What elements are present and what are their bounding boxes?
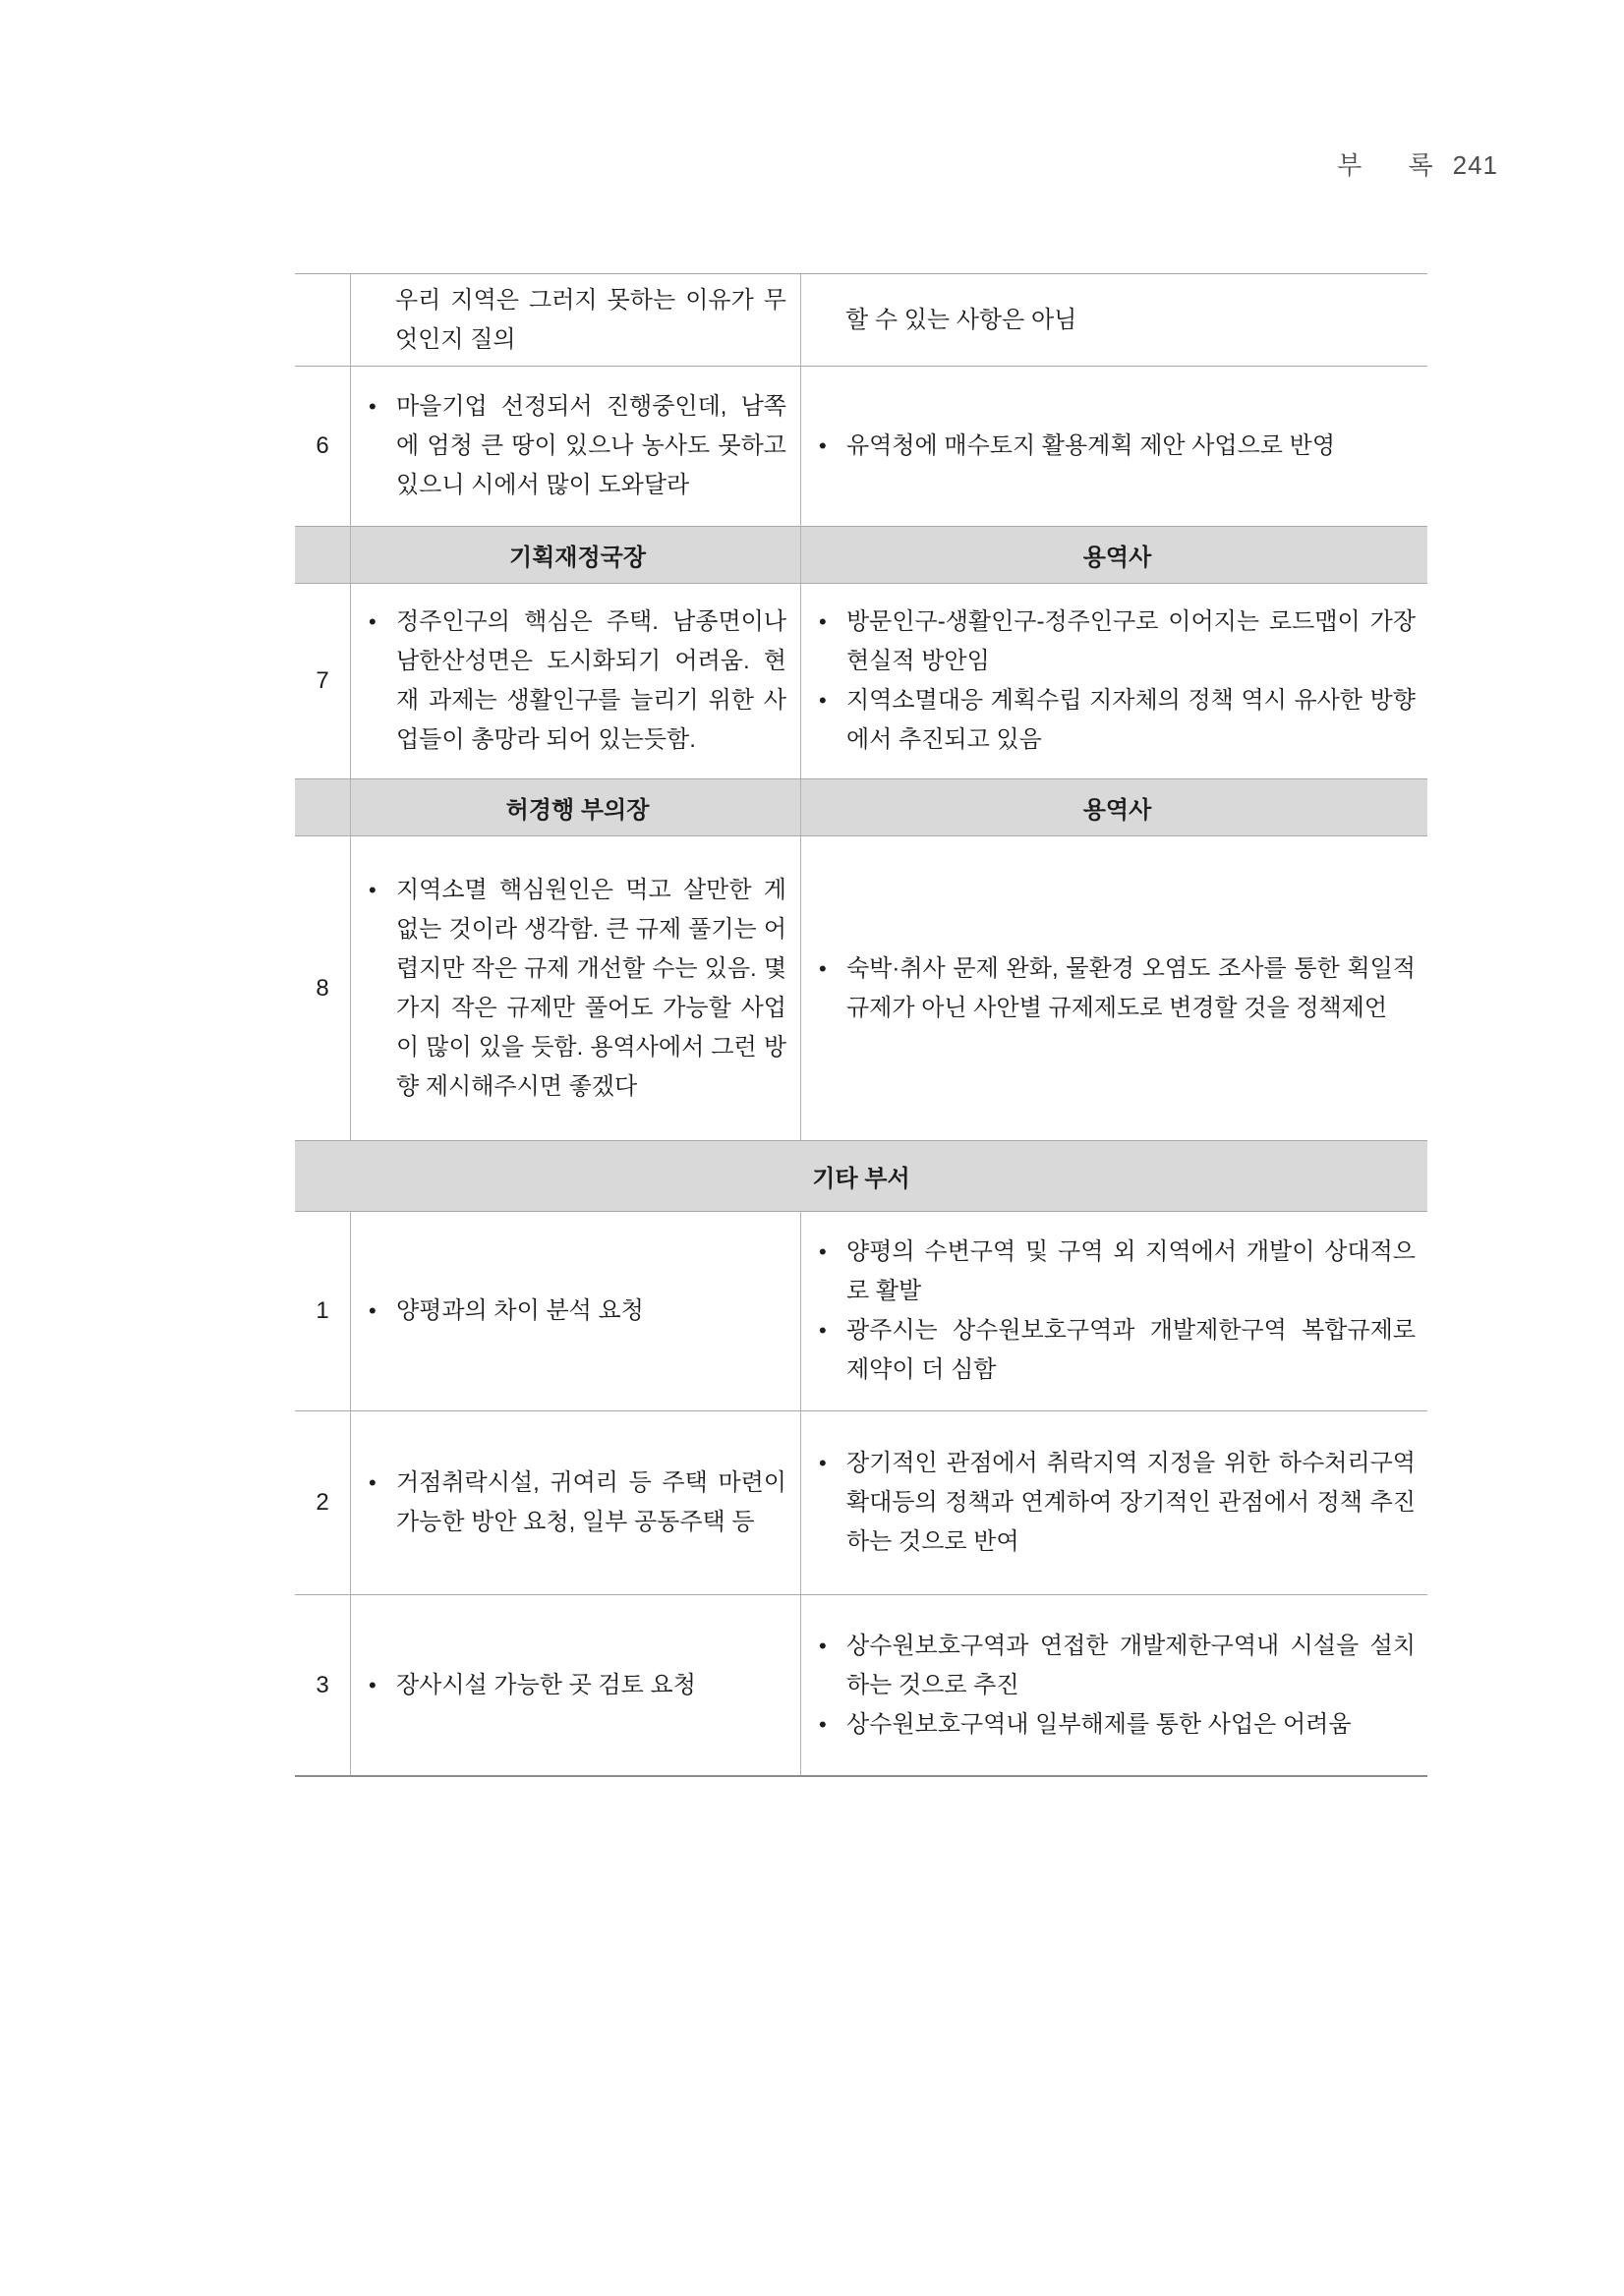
bullet-icon: • xyxy=(369,1672,377,1697)
table-row xyxy=(295,836,1427,1141)
response-cell xyxy=(801,1411,1427,1594)
page-number: 241 xyxy=(1452,150,1498,180)
bullet-icon: • xyxy=(819,1239,827,1264)
opinion-cell xyxy=(351,367,801,526)
header-merged-cell xyxy=(295,1141,1427,1211)
cell-text: 유역청에 매수토지 활용계획 제안 사업으로 반영 xyxy=(846,432,1336,459)
header-speaker-cell xyxy=(351,527,801,583)
cell-text: 장기적인 관점에서 취락지역 지정을 위한 하수처리구역 확대등의 정책과 연계하여 장기적인 관점에서 정책 추진하는 것으로 반여 xyxy=(846,1450,1416,1555)
response-cell xyxy=(801,367,1427,526)
cell-text: 거점취락시설, 귀여리 등 주택 마련이 가능한 방안 요청, 일부 공동주택 등 xyxy=(396,1469,786,1535)
cell-text: 양평과의 차이 분석 요청 xyxy=(396,1297,644,1324)
running-head xyxy=(1337,145,1498,182)
cell-text: 광주시는 상수원보호구역과 개발제한구역 복합규제로 제약이 더 심함 xyxy=(846,1317,1416,1383)
bullet-icon: • xyxy=(819,1318,827,1343)
row-number: 1 xyxy=(295,1212,351,1410)
cell-text: 할 수 있는 사항은 아님 xyxy=(845,306,1077,333)
running-head-section: 부 록 xyxy=(1337,150,1453,180)
bullet-icon: • xyxy=(819,1633,827,1658)
row-number: 2 xyxy=(295,1411,351,1594)
cell-text: 양평의 수변구역 및 구역 외 지역에서 개발이 상대적으로 활발 xyxy=(846,1238,1416,1304)
header-responder-cell xyxy=(801,779,1427,835)
response-cell xyxy=(801,274,1427,366)
header-number-cell xyxy=(295,527,351,583)
section-header-row xyxy=(295,779,1427,836)
table-row xyxy=(295,274,1427,367)
bullet-icon: • xyxy=(819,609,827,634)
cell-text: 숙박·취사 문제 완화, 물환경 오염도 조사를 통한 획일적 규제가 아닌 사안별 규제제도로 변경할 것을 정책제언 xyxy=(846,954,1416,1021)
header-label: 기획재정국장 xyxy=(508,545,647,571)
header-label: 기타 부서 xyxy=(812,1166,910,1192)
cell-text: 지역소멸대응 계획수립 지자체의 정책 역시 유사한 방향에서 추진되고 있음 xyxy=(846,687,1416,753)
response-cell xyxy=(801,1595,1427,1775)
row-number: 6 xyxy=(295,367,351,526)
section-header-row xyxy=(295,1141,1427,1212)
bullet-icon: • xyxy=(819,1451,827,1475)
bullet-icon: • xyxy=(819,1711,827,1737)
cell-text: 장사시설 가능한 곳 검토 요청 xyxy=(396,1671,696,1698)
bullet-icon: • xyxy=(369,877,377,902)
bullet-icon: • xyxy=(369,609,377,634)
meeting-minutes-table xyxy=(295,273,1427,1777)
bullet-icon: • xyxy=(819,433,827,458)
table-row xyxy=(295,584,1427,779)
header-responder-cell xyxy=(801,527,1427,583)
header-label: 허경행 부의장 xyxy=(505,797,650,824)
response-cell xyxy=(801,584,1427,778)
bullet-icon: • xyxy=(369,1470,377,1495)
row-number: 7 xyxy=(295,584,351,778)
header-label: 용역사 xyxy=(1082,797,1152,824)
row-number: 3 xyxy=(295,1595,351,1775)
header-number-cell xyxy=(295,779,351,835)
table-row xyxy=(295,1212,1427,1411)
table-row xyxy=(295,1595,1427,1775)
cell-text: 지역소멸 핵심원인은 먹고 살만한 게 없는 것이라 생각함. 큰 규제 풀기는 어렵지만 작은 규제 개선할 수는 있음. 몇 가지 작은 규제만 풀어도 가능할 사업이 많이 있을 듯함. 용역사에서 그런 방향 제시해주시면 좋겠다 xyxy=(396,876,786,1100)
opinion-cell xyxy=(351,1595,801,1775)
bullet-icon: • xyxy=(369,1298,377,1323)
opinion-cell xyxy=(351,274,801,366)
table-row xyxy=(295,367,1427,527)
cell-text: 우리 지역은 그러지 못하는 이유가 무엇인지 질의 xyxy=(395,286,786,353)
cell-text: 상수원보호구역내 일부해제를 통한 사업은 어려움 xyxy=(846,1710,1352,1738)
header-label: 용역사 xyxy=(1082,545,1152,571)
bullet-icon: • xyxy=(819,955,827,981)
response-cell xyxy=(801,836,1427,1140)
cell-text: 정주인구의 핵심은 주택. 남종면이나 남한산성면은 도시화되기 어려움. 현재 과제는 생활인구를 늘리기 위한 사업들이 총망라 되어 있는듯함. xyxy=(396,608,786,753)
bullet-icon: • xyxy=(819,688,827,713)
section-header-row xyxy=(295,527,1427,584)
bullet-icon: • xyxy=(369,394,377,419)
cell-text: 방문인구-생활인구-정주인구로 이어지는 로드맵이 가장 현실적 방안임 xyxy=(846,608,1416,674)
row-number: 8 xyxy=(295,836,351,1140)
row-number xyxy=(295,274,351,366)
header-speaker-cell xyxy=(351,779,801,835)
cell-text: 상수원보호구역과 연접한 개발제한구역내 시설을 설치하는 것으로 추진 xyxy=(846,1632,1416,1698)
opinion-cell xyxy=(351,836,801,1140)
opinion-cell xyxy=(351,584,801,778)
response-cell xyxy=(801,1212,1427,1410)
cell-text: 마을기업 선정되서 진행중인데, 남쪽에 엄청 큰 땅이 있으나 농사도 못하고 있으니 시에서 많이 도와달라 xyxy=(396,393,786,498)
opinion-cell xyxy=(351,1411,801,1594)
opinion-cell xyxy=(351,1212,801,1410)
table-row xyxy=(295,1411,1427,1595)
